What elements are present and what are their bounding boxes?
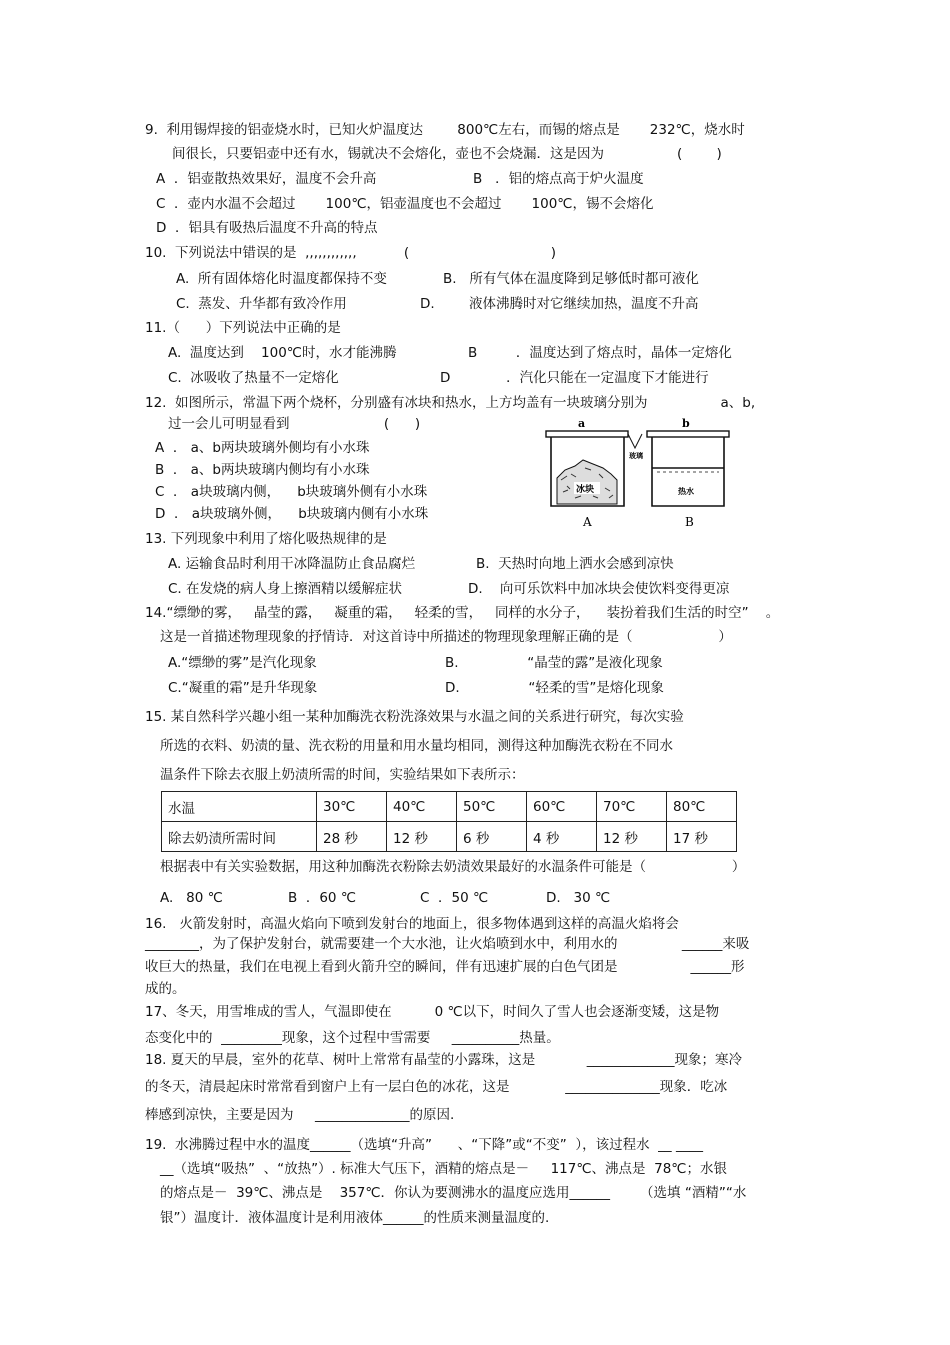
q14-line1: 14.“缥缈的雾， 晶莹的露， 凝重的霜， 轻柔的雪， 同样的水分子， 装扮着我们生活的时空” 。 — [145, 605, 780, 621]
q10-option-c: C. 蒸发、升华都有致冷作用 — [176, 296, 347, 312]
table-cell: 50℃ — [457, 792, 527, 822]
q15-line1: 15. 某自然科学兴趣小组一某种加酶洗衣粉洗涤效果与水温之间的关系进行研究，每次实验 — [145, 709, 684, 725]
table-cell: 12 秒 — [387, 822, 457, 852]
pointer-lines — [628, 434, 642, 448]
hot-water-label: 热水 — [678, 487, 694, 496]
table-cell: 80℃ — [667, 792, 737, 822]
q16-line3: 收巨大的热量，我们在电视上看到火箭升空的瞬间，伴有迅速扩展的白色气团是 ______形 — [145, 959, 745, 975]
table-row — [162, 822, 737, 852]
q10-line1: 10. 下列说法中错误的是 ,,,,,,,,,,,, ( ) — [145, 245, 556, 261]
glass-b-label: b — [682, 418, 690, 430]
table-cell: 17 秒 — [667, 822, 737, 852]
q13-line1: 13. 下列现象中利用了熔化吸热规律的是 — [145, 531, 387, 547]
q11-option-a: A. 温度达到 100℃时，水才能沸腾 — [168, 345, 397, 361]
table-cell: 4 秒 — [527, 822, 597, 852]
q15-line2: 所选的衣料、奶渍的量、洗衣粉的用量和用水量均相同，测得这种加酶洗衣粉在不同水 — [160, 738, 673, 754]
q12-line2: 过一会儿可明显看到 ( ) — [168, 416, 421, 432]
q19-line4: 银”）温度计．液体温度计是利用液体______的性质来测量温度的. — [160, 1210, 550, 1226]
middle-label: 玻璃 — [629, 452, 643, 460]
q9-line1: 9. 利用锡焊接的铝壶烧水时，已知火炉温度达 800℃左右，而锡的熔点是 232℃，烧水时 — [145, 122, 745, 138]
q10-option-a: A. 所有固体熔化时温度都保持不变 — [176, 271, 387, 287]
beaker-a-label: A — [583, 515, 592, 529]
beakers-figure — [545, 418, 730, 530]
glass-plate-a — [546, 431, 628, 437]
q12-option-d: D ． a块玻璃外侧， b块玻璃内侧有小水珠 — [155, 506, 429, 522]
table-header-row — [162, 792, 737, 822]
q18-line3: 棒感到凉快，主要是因为 ______________的原因. — [145, 1107, 455, 1123]
q17-line1: 17、冬天，用雪堆成的雪人，气温即使在 0 ℃以下，时间久了雪人也会逐渐变矮，这是物 — [145, 1004, 720, 1020]
q18-line2: 的冬天，清晨起床时常常看到窗户上有一层白色的冰花，这是 ______________现象．吃冰 — [145, 1079, 728, 1095]
q19-line2: __（选填“吸热” 、“放热”）. 标准大气压下，酒精的熔点是－ 117℃、沸点是 78℃；水银 — [160, 1161, 727, 1177]
table-cell: 30℃ — [317, 792, 387, 822]
q15-option-a: A. 80 ℃ — [160, 890, 223, 906]
q12-line1: 12. 如图所示，常温下两个烧杯，分别盛有冰块和热水，上方均盖有一块玻璃分别为 a、b, — [145, 395, 756, 411]
table-cell: 40℃ — [387, 792, 457, 822]
q11-option-d: D ．汽化只能在一定温度下才能进行 — [440, 370, 709, 386]
glass-plate-b — [647, 431, 729, 437]
q13-option-c: C. 在发烧的病人身上擦酒精以缓解症状 — [168, 581, 403, 597]
q9-option-b: B ．铝的熔点高于炉火温度 — [473, 171, 644, 187]
table-cell: 28 秒 — [317, 822, 387, 852]
q16-line4: 成的。 — [145, 981, 186, 997]
q13-option-d: D. 向可乐饮料中加冰块会使饮料变得更凉 — [468, 581, 730, 597]
q10-option-d: D. 液体沸腾时对它继续加热，温度不升高 — [420, 296, 699, 312]
q14-line2: 这是一首描述物理现象的抒情诗．对这首诗中所描述的物理现象理解正确的是（ ） — [160, 629, 732, 645]
q14-option-b: B. “晶莹的露”是液化现象 — [445, 655, 663, 671]
q12-option-a: A ． a、b两块玻璃外侧均有小水珠 — [155, 440, 370, 456]
q13-option-a: A. 运输食品时利用干冰降温防止食品腐烂 — [168, 556, 416, 572]
q19-line1: 19. 水沸腾过程中水的温度______（选填“升高” 、“下降”或“不变” ），该过程水 __ ____ — [145, 1137, 703, 1153]
results-table — [161, 791, 737, 852]
q9-option-c: C ．壶内水温不会超过 100℃，铝壶温度也不会超过 100℃，锡不会熔化 — [156, 196, 654, 212]
q14-option-d: D. “轻柔的雪”是熔化现象 — [445, 680, 664, 696]
q15-line4: 根据表中有关实验数据，用这种加酶洗衣粉除去奶渍效果最好的水温条件可能是（ ） — [160, 859, 746, 875]
q14-option-a: A.“缥缈的雾”是汽化现象 — [168, 655, 317, 671]
q16-line2: ________，为了保护发射台，就需要建一个大水池，让火焰喷到水中，利用水的 ______来吸 — [145, 936, 750, 952]
table-cell: 水温 — [162, 792, 317, 822]
beaker-b-label: B — [685, 515, 694, 529]
table-cell: 12 秒 — [597, 822, 667, 852]
q16-line1: 16. 火箭发射时，高温火焰向下喷到发射台的地面上，很多物体遇到这样的高温火焰将会 — [145, 916, 679, 932]
q18-line1: 18. 夏天的早晨，室外的花草、树叶上常常有晶莹的小露珠，这是 _____________现象；寒冷 — [145, 1052, 743, 1068]
table-cell: 60℃ — [527, 792, 597, 822]
q15-option-d: D. 30 ℃ — [546, 890, 611, 906]
ice-label: 冰块 — [576, 485, 595, 495]
q9-option-a: A ．铝壶散热效果好，温度不会升高 — [156, 171, 377, 187]
q9-option-d: D ．铝具有吸热后温度不升高的特点 — [156, 220, 378, 236]
glass-a-label: a — [578, 418, 586, 430]
q9-line2: 间很长，只要铝壶中还有水，锡就决不会熔化，壶也不会烧漏．这是因为 ( ) — [172, 146, 722, 162]
q13-option-b: B. 天热时向地上洒水会感到凉快 — [476, 556, 674, 572]
table-cell: 70℃ — [597, 792, 667, 822]
q11-option-b: B ．温度达到了熔点时，晶体一定熔化 — [468, 345, 732, 361]
q17-line2: 态变化中的 _________现象，这个过程中雪需要 __________热量。 — [145, 1030, 560, 1046]
q12-option-b: B ． a、b两块玻璃内侧均有小水珠 — [155, 462, 370, 478]
q15-line3: 温条件下除去衣服上奶渍所需的时间，实验结果如下表所示： — [160, 767, 525, 783]
table-cell: 除去奶渍所需时间 — [162, 822, 317, 852]
q14-option-c: C.“凝重的霜”是升华现象 — [168, 680, 318, 696]
q12-option-c: C ． a块玻璃内侧， b块玻璃外侧有小水珠 — [155, 484, 428, 500]
table-cell: 6 秒 — [457, 822, 527, 852]
q15-option-c: C ．50 ℃ — [420, 890, 489, 906]
q11-line1: 11.（ ）下列说法中正确的是 — [145, 320, 341, 336]
q19-line3: 的熔点是－ 39℃、沸点是 357℃．你认为要测沸水的温度应选用______ （选填 “酒精”“水 — [160, 1185, 747, 1201]
q11-option-c: C. 冰吸收了热量不一定熔化 — [168, 370, 339, 386]
q15-option-b: B ．60 ℃ — [288, 890, 356, 906]
q10-option-b: B. 所有气体在温度降到足够低时都可液化 — [443, 271, 699, 287]
